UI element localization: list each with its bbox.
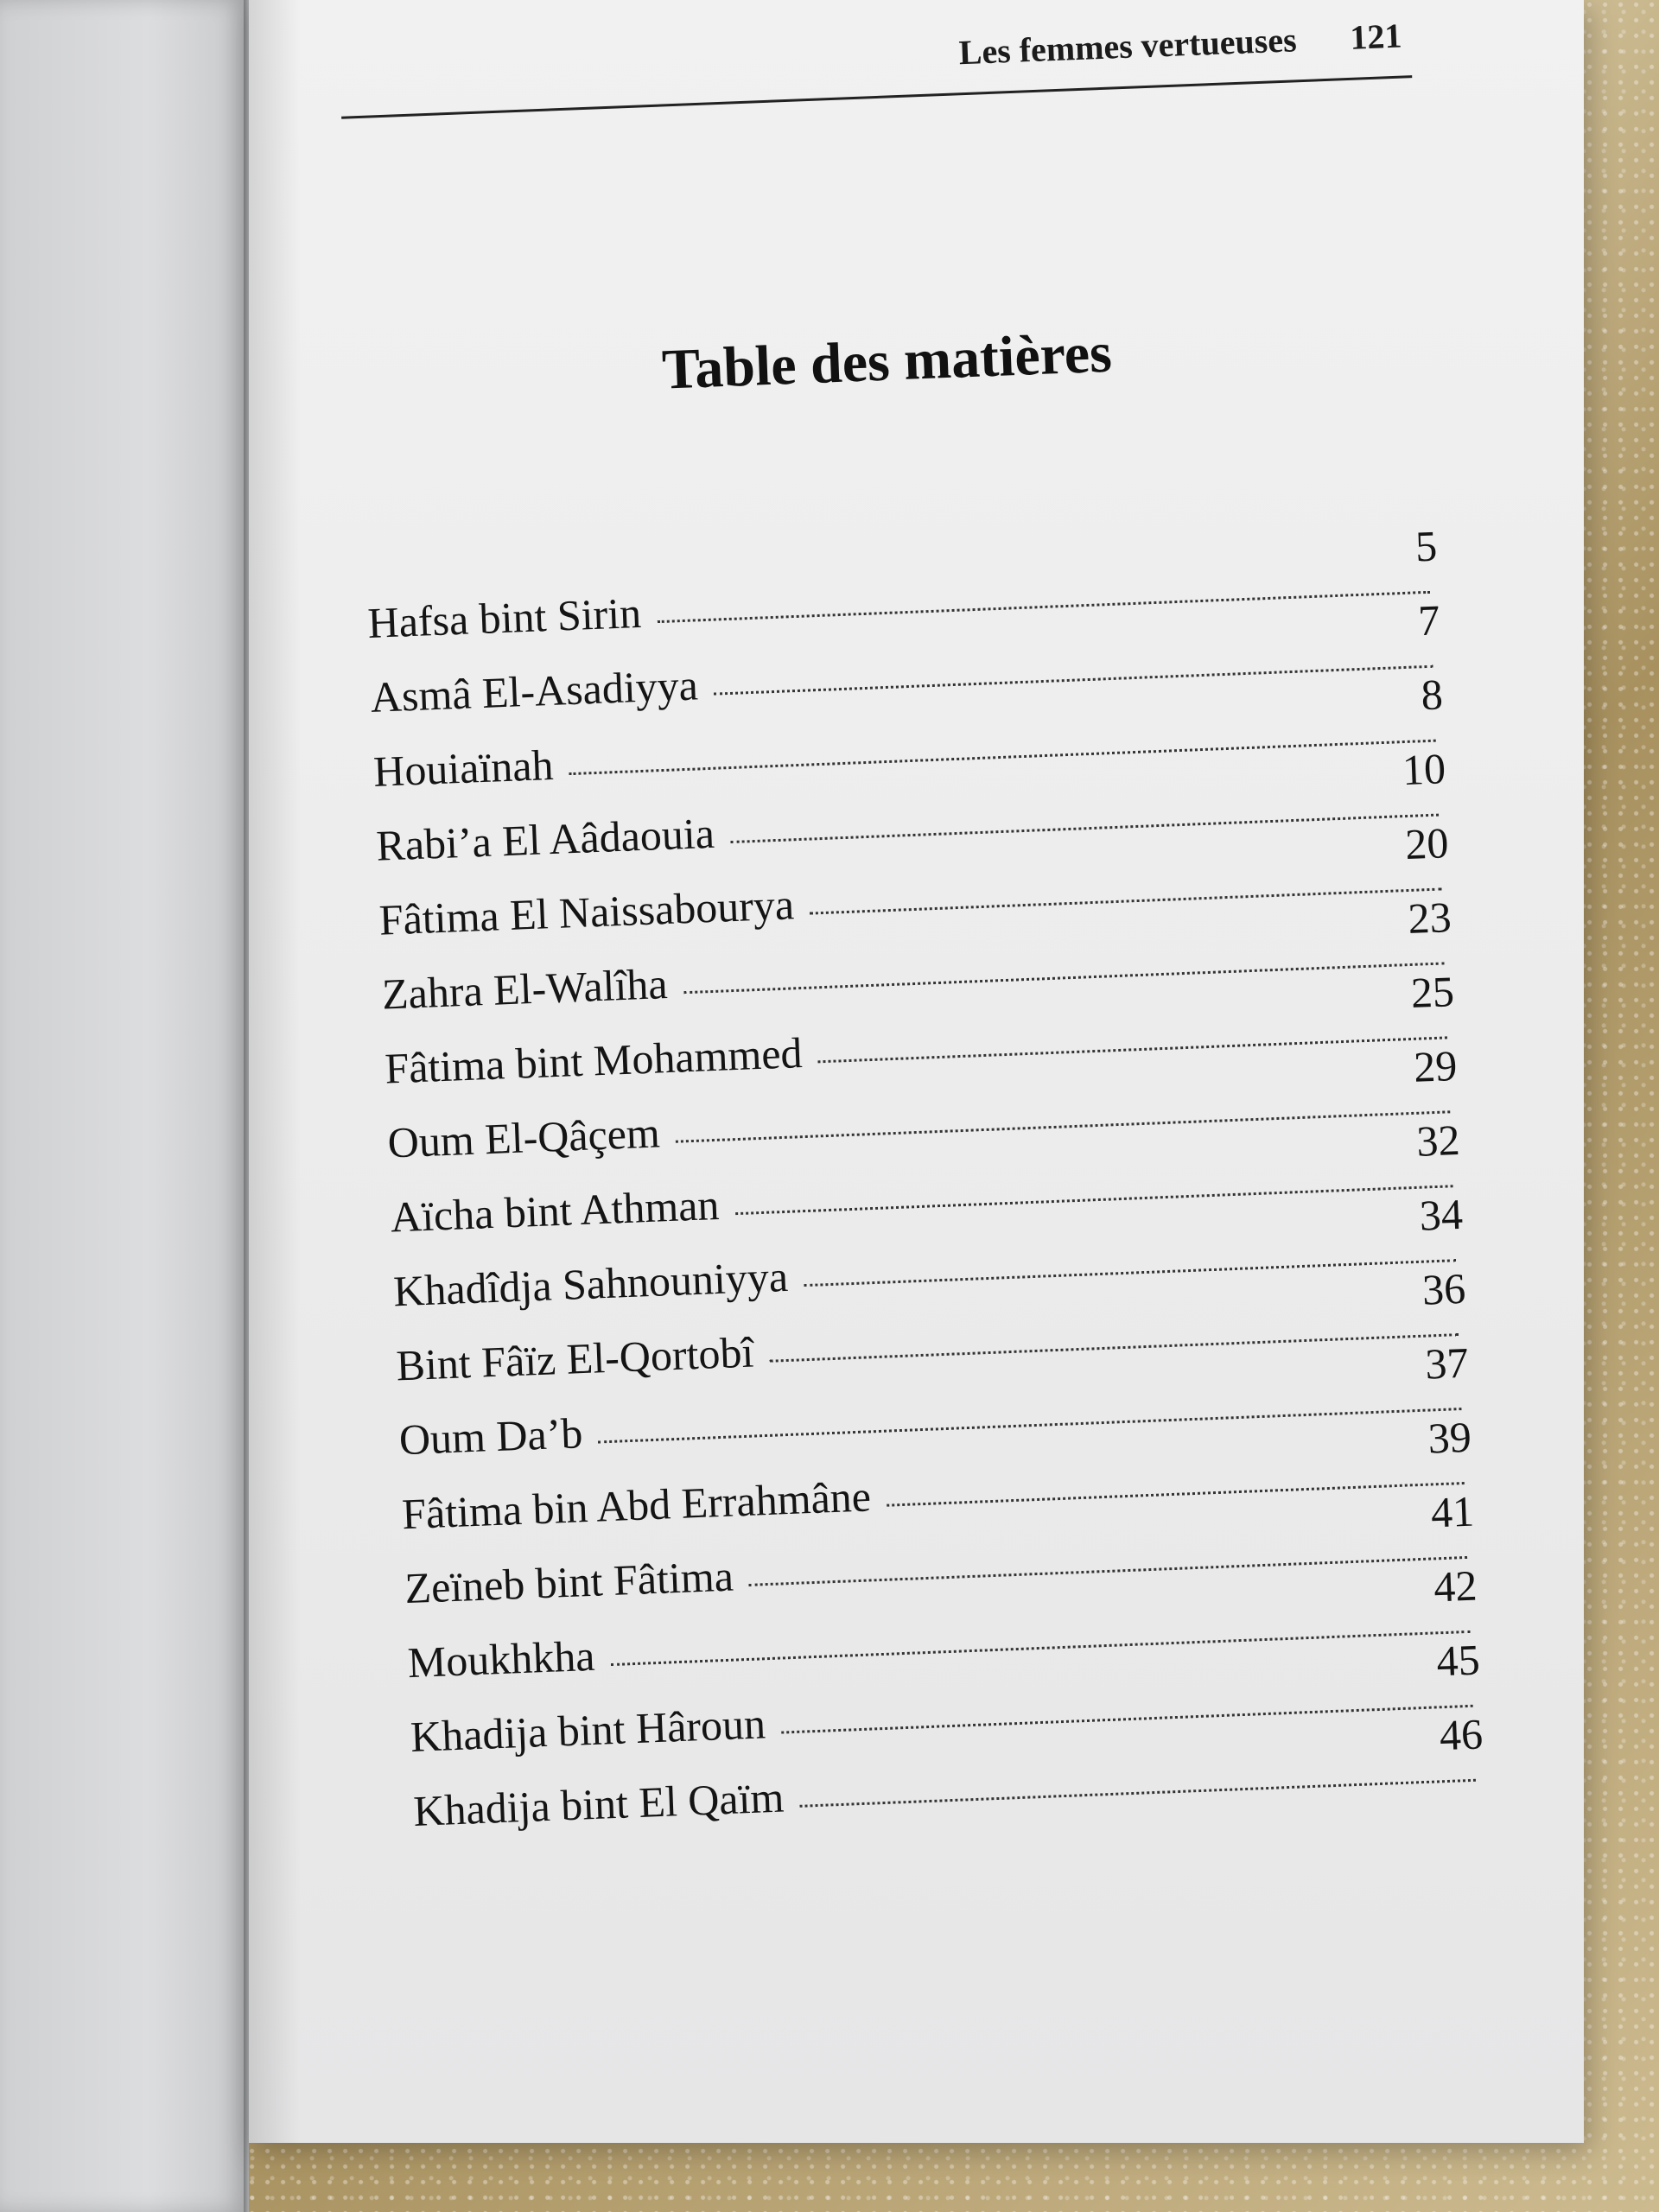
toc-entry-name: Fâtima El Naissabourya	[378, 880, 795, 944]
toc-entry-page: 29	[1413, 1040, 1459, 1091]
toc-entry-name: Oum Da’b	[397, 1408, 584, 1465]
toc-entry-page: 10	[1401, 744, 1447, 795]
toc-entry-page: 45	[1435, 1635, 1481, 1686]
toc-entry-page: 5	[1414, 521, 1439, 571]
previous-page	[0, 0, 246, 2212]
toc-entry-page: 36	[1421, 1263, 1467, 1314]
toc-entry-page: 7	[1417, 595, 1441, 645]
page-content	[249, 0, 1584, 2143]
toc-entry-name: Zahra El-Walîha	[381, 959, 669, 1019]
toc-entry-page: 37	[1424, 1338, 1470, 1389]
toc-entry-name: Khadija bint Hâroun	[410, 1699, 766, 1762]
toc-entry-name: Oum El-Qâçem	[386, 1108, 661, 1167]
toc-entry-page: 32	[1415, 1115, 1461, 1166]
running-title: Les femmes vertueuses	[957, 20, 1298, 73]
toc-entry-page: 8	[1420, 670, 1444, 720]
toc-entry-name: Houiaïnah	[372, 740, 555, 796]
toc-entry-page: 23	[1407, 893, 1452, 944]
toc-entry-name: Fâtima bin Abd Errahmâne	[401, 1471, 872, 1539]
toc-title: Table des matières	[660, 321, 1113, 402]
toc-entry-name: Aïcha bint Athman	[389, 1179, 721, 1242]
toc-entry-page: 20	[1404, 818, 1450, 869]
toc-entry-name: Khadîdja Sahnouniyya	[392, 1251, 789, 1316]
toc-entry-page: 42	[1433, 1560, 1478, 1611]
toc-entry-name: Asmâ El-Asadiyya	[369, 660, 699, 721]
toc-entry-page: 39	[1427, 1412, 1472, 1463]
toc-entry-name: Rabi’a El Aâdaouia	[375, 808, 715, 870]
book-page	[249, 0, 1584, 2143]
toc-entry-name: Khadija bint El Qaïm	[412, 1772, 785, 1835]
toc-entry-name: Hafsa bint Sirin	[366, 588, 643, 647]
toc-entry-name: Moukhkha	[406, 1630, 596, 1688]
toc-entry-page: 34	[1418, 1189, 1464, 1240]
toc-entry-page: 41	[1429, 1486, 1476, 1537]
dot-leader	[800, 1779, 1476, 1808]
toc-entry-name: Bint Fâïz El-Qortobî	[395, 1327, 755, 1390]
toc-entry-page: 25	[1409, 967, 1455, 1017]
toc-entry-name: Zeïneb bint Fâtima	[404, 1551, 734, 1613]
page-number: 121	[1349, 16, 1403, 57]
toc-entry-name: Fâtima bint Mohammed	[384, 1028, 804, 1093]
toc-entry-page: 46	[1438, 1709, 1484, 1760]
toc-list	[365, 521, 1484, 1836]
